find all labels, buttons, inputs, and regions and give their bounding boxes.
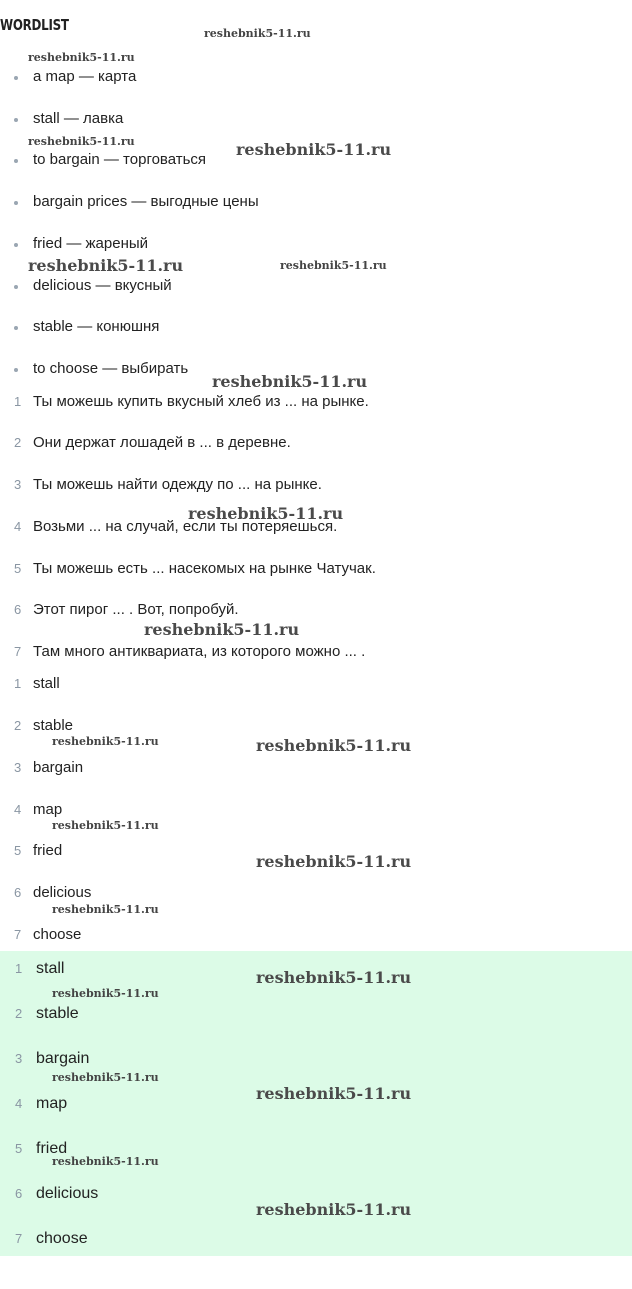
- page-title: WORDLIST: [0, 16, 69, 34]
- bullet-icon: [14, 326, 18, 330]
- watermark: reshebnik5-11.ru: [52, 1071, 159, 1084]
- item-number: 4: [14, 519, 22, 534]
- answer-key-text: bargain: [36, 1050, 90, 1067]
- sentence-text: Они держат лошадей в ... в деревне.: [33, 434, 291, 451]
- watermark: reshebnik5-11.ru: [256, 968, 412, 987]
- answer-key-text: delicious: [36, 1185, 99, 1202]
- bullet-icon: [14, 368, 18, 372]
- item-number: 1: [14, 394, 22, 409]
- answer-key-text: stall: [36, 960, 65, 977]
- answer-text: choose: [33, 926, 82, 943]
- watermark: reshebnik5-11.ru: [52, 819, 159, 832]
- item-number: 7: [15, 1231, 23, 1246]
- sentence-text: Возьми ... на случай, если ты потеряешься.: [33, 518, 338, 535]
- bullet-icon: [14, 243, 18, 247]
- answer-key-text: map: [36, 1095, 68, 1112]
- answer-key-block: [0, 951, 632, 1256]
- item-number: 7: [14, 644, 22, 659]
- item-number: 4: [14, 802, 22, 817]
- answer-text: stable: [33, 717, 74, 734]
- watermark: reshebnik5-11.ru: [52, 1155, 159, 1168]
- item-number: 3: [14, 477, 22, 492]
- answer-key-text: fried: [36, 1140, 68, 1157]
- item-number: 3: [14, 760, 22, 775]
- watermark: reshebnik5-11.ru: [188, 504, 344, 523]
- bullet-icon: [14, 285, 18, 289]
- item-number: 2: [14, 435, 22, 450]
- wordlist-item-text: a map — карта: [33, 68, 137, 85]
- item-number: 2: [15, 1006, 23, 1021]
- wordlist-item-text: stable — конюшня: [33, 318, 160, 335]
- watermark: reshebnik5-11.ru: [204, 27, 311, 40]
- item-number: 3: [15, 1051, 23, 1066]
- watermark: reshebnik5-11.ru: [28, 51, 135, 64]
- watermark: reshebnik5-11.ru: [256, 736, 412, 755]
- watermark: reshebnik5-11.ru: [144, 620, 300, 639]
- item-number: 6: [15, 1186, 23, 1201]
- item-number: 5: [14, 561, 22, 576]
- item-number: 2: [14, 718, 22, 733]
- sentence-text: Там много антиквариата, из которого можно ... .: [33, 643, 366, 660]
- watermark: reshebnik5-11.ru: [52, 735, 159, 748]
- wordlist-item-text: delicious — вкусный: [33, 277, 172, 294]
- watermark: reshebnik5-11.ru: [256, 1200, 412, 1219]
- watermark: reshebnik5-11.ru: [236, 140, 392, 159]
- answer-text: map: [33, 801, 63, 818]
- sentence-text: Ты можешь купить вкусный хлеб из ... на рынке.: [33, 393, 369, 410]
- wordlist-item-text: to choose — выбирать: [33, 360, 189, 377]
- watermark: reshebnik5-11.ru: [256, 852, 412, 871]
- watermark: reshebnik5-11.ru: [256, 1084, 412, 1103]
- watermark: reshebnik5-11.ru: [280, 259, 387, 272]
- watermark: reshebnik5-11.ru: [28, 135, 135, 148]
- watermark: reshebnik5-11.ru: [52, 987, 159, 1000]
- item-number: 4: [15, 1096, 23, 1111]
- sentence-text: Ты можешь найти одежду по ... на рынке.: [33, 476, 322, 493]
- item-number: 7: [14, 927, 22, 942]
- wordlist-item-text: bargain prices — выгодные цены: [33, 193, 259, 210]
- bullet-icon: [14, 159, 18, 163]
- wordlist-item-text: stall — лавка: [33, 110, 124, 127]
- sentence-text: Ты можешь есть ... насекомых на рынке Чатучак.: [33, 560, 376, 577]
- wordlist-item-text: to bargain — торговаться: [33, 151, 207, 168]
- bullet-icon: [14, 76, 18, 80]
- wordlist-item-text: fried — жареный: [33, 235, 149, 252]
- sentence-text: Этот пирог ... . Вот, попробуй.: [33, 601, 239, 618]
- item-number: 5: [15, 1141, 23, 1156]
- watermark: reshebnik5-11.ru: [52, 903, 159, 916]
- item-number: 1: [15, 961, 23, 976]
- answer-text: delicious: [33, 884, 92, 901]
- answer-text: stall: [33, 675, 60, 692]
- item-number: 5: [14, 843, 22, 858]
- bullet-icon: [14, 118, 18, 122]
- watermark: reshebnik5-11.ru: [28, 256, 184, 275]
- bullet-icon: [14, 201, 18, 205]
- item-number: 6: [14, 602, 22, 617]
- answer-text: fried: [33, 842, 63, 859]
- item-number: 6: [14, 885, 22, 900]
- item-number: 1: [14, 676, 22, 691]
- answer-key-text: choose: [36, 1230, 88, 1247]
- answer-text: bargain: [33, 759, 84, 776]
- watermark: reshebnik5-11.ru: [212, 372, 368, 391]
- answer-key-text: stable: [36, 1005, 79, 1022]
